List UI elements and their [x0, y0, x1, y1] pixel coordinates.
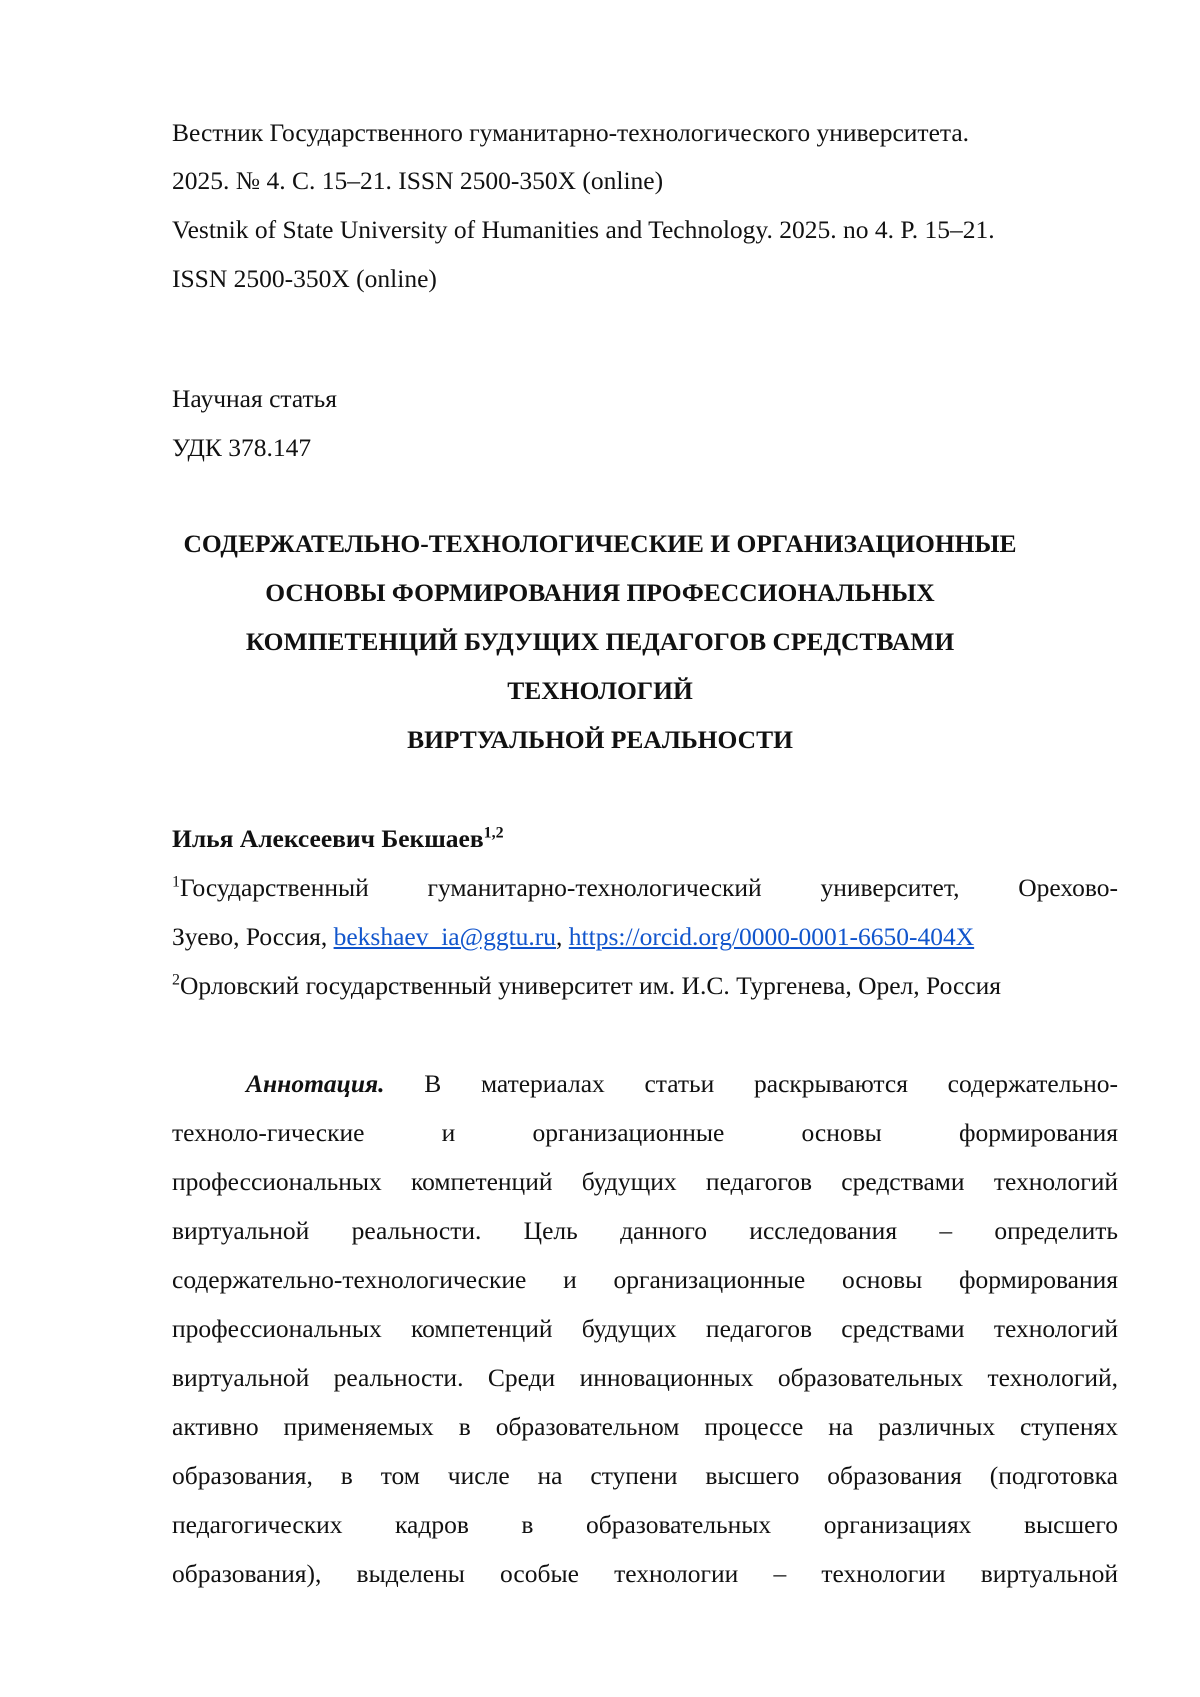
- article-type: Научная статья: [172, 384, 338, 413]
- abstract-line: виртуальной реальности. Цель данного исследования – определить: [172, 1216, 1118, 1245]
- journal-citation-en-line2: ISSN 2500-350X (online): [172, 264, 437, 293]
- journal-citation-ru-line1: Вестник Государственного гуманитарно-технологического университета.: [172, 118, 970, 147]
- abstract-line: [246, 1069, 1118, 1099]
- title-line: СОДЕРЖАТЕЛЬНО-ТЕХНОЛОГИЧЕСКИЕ И ОРГАНИЗАЦИОННЫЕ: [183, 529, 1017, 558]
- abstract-line: профессиональных компетенций будущих педагогов средствами технологий: [172, 1314, 1118, 1343]
- link-separator: ,: [556, 922, 569, 951]
- abstract-line: педагогических кадров в образовательных организациях высшего: [172, 1510, 1118, 1539]
- affiliation-2-text: Орловский государственный университет им. И.С. Тургенева, Орел, Россия: [180, 971, 1001, 1000]
- author-name: [172, 824, 504, 854]
- abstract-line: профессиональных компетенций будущих педагогов средствами технологий: [172, 1167, 1118, 1196]
- abstract-label: Аннотация.: [246, 1069, 385, 1098]
- abstract-line: виртуальной реальности. Среди инновационных образовательных технологий,: [172, 1363, 1118, 1392]
- abstract-line: содержательно-технологические и организационные основы формирования: [172, 1265, 1118, 1294]
- abstract-line: образования, в том числе на ступени высшего образования (подготовка: [172, 1461, 1118, 1490]
- affiliation-2-mark: 2: [172, 971, 180, 989]
- affiliation-1-mark: 1: [172, 873, 180, 891]
- title-line: КОМПЕТЕНЦИЙ БУДУЩИХ ПЕДАГОГОВ СРЕДСТВАМИ: [245, 627, 955, 656]
- abstract-line: техноло-гические и организационные основы формирования: [172, 1118, 1118, 1147]
- affiliation-1-line2: [172, 922, 974, 952]
- journal-citation-ru-line2: 2025. № 4. С. 15–21. ISSN 2500-350X (online): [172, 166, 664, 195]
- affiliation-1-line1: [172, 873, 1118, 903]
- author-email-link[interactable]: bekshaev_ia@ggtu.ru: [333, 922, 557, 951]
- affiliation-1-city: Зуево, Россия,: [172, 922, 334, 951]
- title-line: ТЕХНОЛОГИЙ: [507, 676, 693, 705]
- title-line: ВИРТУАЛЬНОЙ РЕАЛЬНОСТИ: [407, 725, 793, 754]
- abstract-first-line-text: В материалах статьи раскрываются содержательно-: [424, 1069, 1118, 1098]
- affiliation-2: [172, 971, 1001, 1001]
- author-name-text: Илья Алексеевич Бекшаев: [172, 824, 484, 853]
- abstract-line: образования), выделены особые технологии – технологии виртуальной: [172, 1559, 1118, 1588]
- author-orcid-link[interactable]: https://orcid.org/0000-0001-6650-404X: [568, 922, 975, 951]
- affiliation-1-text: Государственный гуманитарно-технологический университет, Орехово-: [180, 873, 1118, 902]
- author-affiliation-marks: 1,2: [483, 824, 504, 842]
- journal-citation-en-line1: Vestnik of State University of Humanities and Technology. 2025. no 4. P. 15–21.: [172, 215, 995, 244]
- abstract-line: активно применяемых в образовательном процессе на различных ступенях: [172, 1412, 1118, 1441]
- udc-code: УДК 378.147: [172, 433, 312, 462]
- title-line: ОСНОВЫ ФОРМИРОВАНИЯ ПРОФЕССИОНАЛЬНЫХ: [265, 578, 935, 607]
